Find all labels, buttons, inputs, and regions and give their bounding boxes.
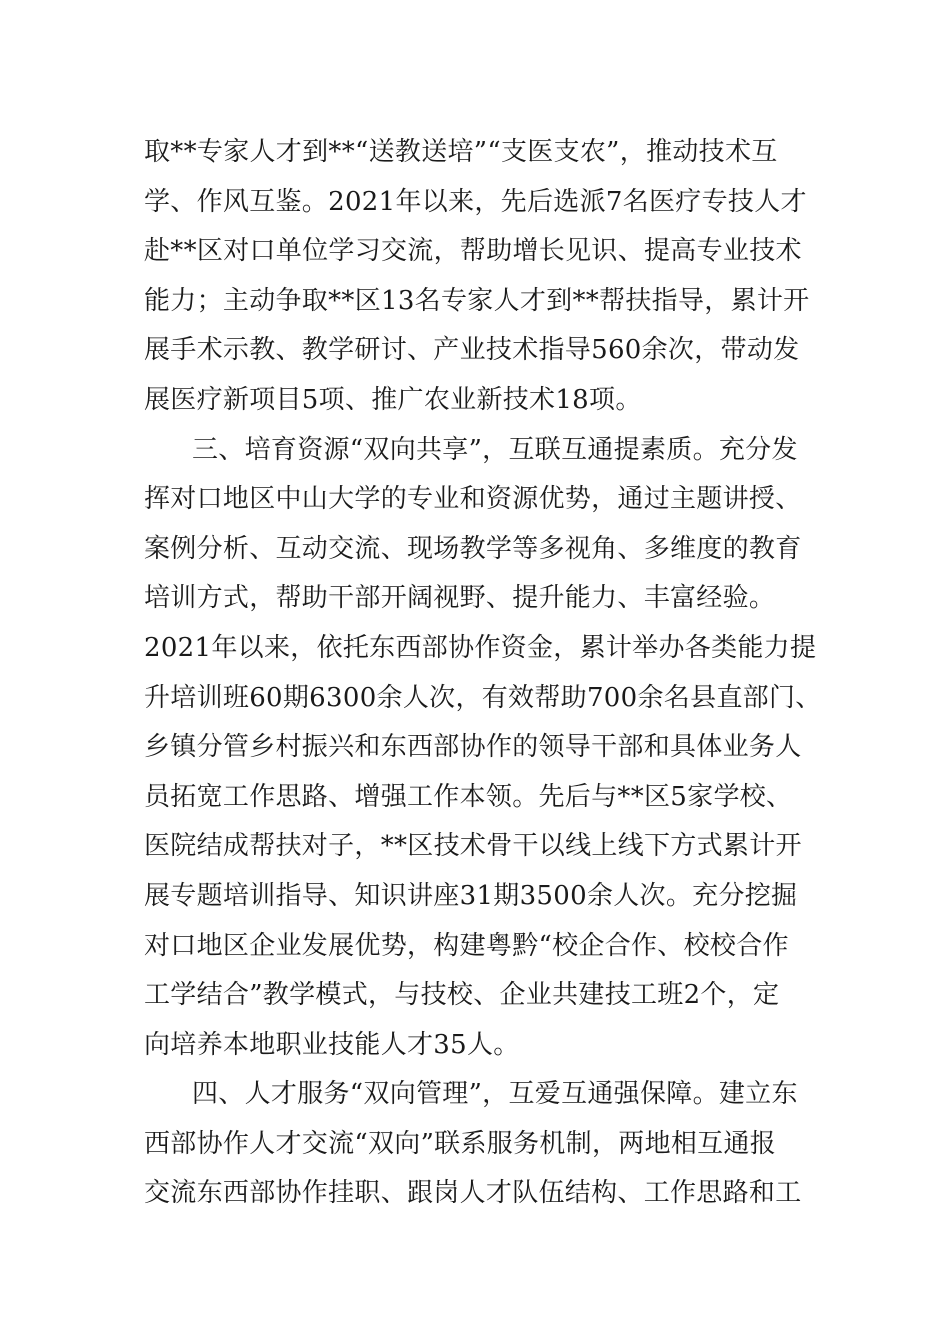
section-heading-line: 四、人才服务“双向管理”，互爱互通强保障。建立东 <box>192 1079 798 1110</box>
text-line: 乡镇分管乡村振兴和东西部协作的领导干部和具体业务人 <box>144 732 802 763</box>
text-line: 对口地区企业发展优势，构建粤黔“校企合作、校校合作 <box>144 930 789 961</box>
text-line: 2021年以来，依托东西部协作资金，累计举办各类能力提 <box>144 632 817 663</box>
text-line: 案例分析、互动交流、现场教学等多视角、多维度的教育 <box>144 533 802 564</box>
text-line: 培训方式，帮助干部开阔视野、提升能力、丰富经验。 <box>144 583 776 614</box>
text-line: 取**专家人才到**“送教送培”“支医支农”，推动技术互 <box>144 137 778 167</box>
text-line: 升培训班60期6300余人次，有效帮助700余名县直部门、 <box>144 682 822 713</box>
text-line: 赴**区对口单位学习交流，帮助增长见识、提高专业技术 <box>144 236 802 267</box>
text-line: 展专题培训指导、知识讲座31期3500余人次。充分挖掘 <box>144 880 798 911</box>
text-line: 医院结成帮扶对子，**区技术骨干以线上线下方式累计开 <box>144 831 802 862</box>
text-line: 挥对口地区中山大学的专业和资源优势，通过主题讲授、 <box>144 484 802 515</box>
document-body <box>144 128 824 1219</box>
section-heading-line: 三、培育资源“双向共享”，互联互通提素质。充分发 <box>192 434 798 465</box>
text-line: 向培养本地职业技能人才35人。 <box>144 1029 520 1060</box>
text-line: 展医疗新项目5项、推广农业新技术18项。 <box>144 384 642 415</box>
text-line: 员拓宽工作思路、增强工作本领。先后与**区5家学校、 <box>144 781 793 812</box>
text-line: 西部协作人才交流“双向”联系服务机制，两地相互通报 <box>144 1128 777 1159</box>
text-line: 交流东西部协作挂职、跟岗人才队伍结构、工作思路和工 <box>144 1178 802 1209</box>
text-line: 学、作风互鉴。2021年以来，先后选派7名医疗专技人才 <box>144 186 807 217</box>
text-line: 展手术示教、教学研讨、产业技术指导560余次，带动发 <box>144 335 800 366</box>
text-line: 工学结合”教学模式，与技校、企业共建技工班2个，定 <box>144 980 780 1011</box>
text-line: 能力；主动争取**区13名专家人才到**帮扶指导，累计开 <box>144 285 810 316</box>
